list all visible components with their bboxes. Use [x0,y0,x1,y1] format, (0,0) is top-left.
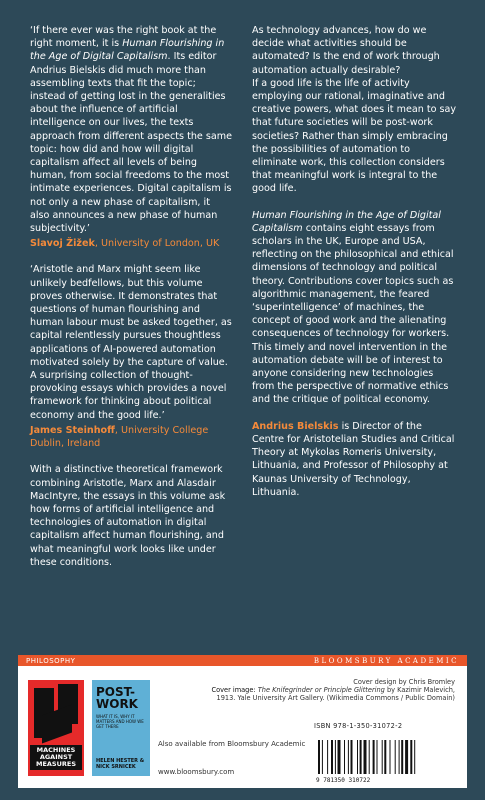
back-cover-footer [18,666,467,788]
related-book-2-title: POST-WORK [96,685,138,711]
related-book-2-authors: HELEN HESTER & NICK SRNICEK [96,758,145,770]
left-column [30,24,232,569]
right-column [252,24,457,499]
image-credit: Cover image: The Knifegrinder or Principle Glittering by Kazimir Malevich, 1913. Yale University Art Gallery. (Wikimedia Commons / Public Domain) [211,686,455,703]
isbn-text: ISBN 978-1-350-31072-2 [314,722,403,730]
steinhoff-attribution: James Steinhoff, University College Dublin, Ireland [30,424,209,450]
zizek-attribution: Slavoj Žižek, University of London, UK [30,238,220,250]
svg-text:9 781350 310722: 9 781350 310722 [316,777,371,784]
related-book-cover-2 [92,680,150,776]
book-title-italic: Human Flourishing in the Age of Digital Capitalism [30,38,225,63]
also-available-text: Also available from Bloomsbury Academic [158,740,306,748]
category-label: PHILOSOPHY [26,656,76,665]
editor-bio: Andrius Bielskis is Director of the Centre for Aristotelian Studies and Critical Theory at Mykolas Romeris University, Lithuania, and Professor of Philosophy at Kaunas University of Technology, Lithuania. [252,420,455,498]
barcode-image [314,732,454,784]
zizek-quote: ‘If there ever was the right book at the right moment, it is Human Flourishing in the Age of Digital Capitalism. Its editor Andrius Bielskis did much more than assembling texts that fit the topic; instead of getting lost in the generalities about the influence of artificial intelligence on our lives, the texts approach from different aspects the same topic: how did and how will digital capitalism affect all levels of being human, from social freedoms to the most intimate experiences. Digital capitalism is not only a new phase of capitalism, it also announces a new phase of human subjectivity.’ [30,25,232,235]
steinhoff-quote: ‘Aristotle and Marx might seem like unlikely bedfellows, but this volume proves otherwise. It demonstrates that questions of human flourishing and human labour must be asked together, as capital relentlessly pursues thoughtless applications of AI-powered automation motivated solely by the capture of value. A surprising collection of thought-provoking essays which provides a novel framework for thinking about political economy and the good life.’ [30,264,232,421]
intro-paragraph-2: If a good life is the life of activity employing our rational, imaginative and creative powers, what does it mean to say that future societies will be post-work societies? Rather than simply embracing the possibilities of automation to eliminate work, this collection considers that meaningful work is integral to the good life. [252,77,457,195]
design-credit: Cover design by Chris Bromley [353,678,455,686]
related-book-cover-1 [28,680,84,776]
publisher-url: www.bloomsbury.com [158,768,235,776]
framework-paragraph: With a distinctive theoretical framework combining Aristotle, Marx and Alasdair MacIntyre, the essays in this volume ask how forms of artificial intelligence and technologies of automation in digital capitalism affect human flourishing, and what meaningful work looks like under these conditions. [30,464,226,568]
cover-credits [205,678,455,703]
intro-paragraph-1: As technology advances, how do we decide what activities should be automated? Is the end of work through automation actually desirable? [252,25,440,76]
related-book-2-subtitle: WHAT IT IS, WHY IT MATTERS AND HOW WE GET THERE [96,714,144,729]
category-band [18,655,467,666]
publisher-name: BLOOMSBURY ACADEMIC [313,656,459,665]
description-paragraph: Human Flourishing in the Age of Digital Capitalism contains eight essays from scholars in the UK, Europe and USA, reflecting on the philosophical and ethical dimensions of technology and political theory. Contributions cover topics such as algorithmic management, the feared ‘superintelligence’ of machines, the concept of good work and the alienating consequences of technology for workers. This timely and novel intervention in the automation debate will be of interest to anyone considering new technologies from the perspective of normative ethics and the critique of political economy. [252,209,454,406]
related-book-1-title: MACHINES AGAINST MEASURES [30,745,82,770]
